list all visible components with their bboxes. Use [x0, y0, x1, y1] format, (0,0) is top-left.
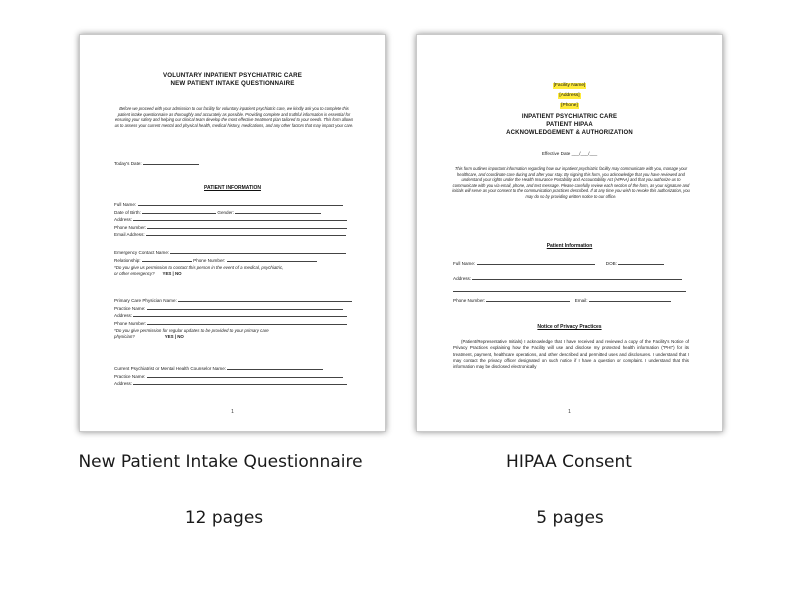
hipaa-title-line2: PATIENT HIPAA [546, 122, 593, 128]
hipaa-title-line1: INPATIENT PSYCHIATRIC CARE [521, 114, 618, 120]
address-blank [133, 217, 347, 221]
psychiatrist-label: Current Psychiatrist or Mental Health Counselor Name: [114, 366, 227, 371]
gender-label: Gender: [217, 209, 234, 215]
phone3-blank [147, 321, 347, 325]
hipaa-address-label: Address: [453, 276, 472, 281]
hipaa-fullname-dob-field [453, 261, 664, 267]
permission-q2-line2: physician? [114, 333, 135, 339]
yes-no-options-1: YES | NO [162, 270, 182, 276]
section-patient-information-hipaa: Patient Information [546, 243, 593, 249]
dob-label: Date of Birth: [114, 209, 141, 215]
pcp-name-field [114, 298, 352, 304]
full-name-field [114, 202, 343, 208]
pcp-name-label: Primary Care Physician Name: [114, 298, 177, 303]
hipaa-consent-preview[interactable] [416, 34, 723, 432]
hipaa-phone-email-field [453, 298, 671, 304]
permission-question-1 [114, 265, 283, 277]
todays-date-field [114, 161, 199, 167]
page-number: 1 [231, 409, 234, 415]
email-blank [146, 232, 346, 236]
emergency-contact-blank [170, 250, 346, 254]
dob-blank [142, 210, 216, 214]
phone2-blank [227, 258, 317, 262]
full-name-blank [138, 202, 343, 206]
hipaa-phone-blank [486, 298, 570, 302]
permission-q2-line1: *Do you give permission for regular updates to be provided to your primary care [114, 327, 269, 333]
hipaa-address-field [453, 276, 682, 282]
phone-blank [147, 225, 347, 229]
psychiatrist-field [114, 366, 323, 372]
hipaa-dob-label: DOB: [605, 261, 618, 266]
full-name-label: Full Name: [114, 202, 137, 207]
page-count-intake: 12 pages [184, 508, 264, 528]
email-field [114, 232, 346, 238]
section-privacy-practices: Notice of Privacy Practices [537, 324, 602, 330]
facility-placeholders [417, 79, 722, 109]
hipaa-phone-label: Phone Number: [453, 298, 486, 303]
practice-name2-label: Practice Name: [114, 373, 146, 379]
todays-date-label: Today's Date: [114, 161, 142, 166]
hipaa-full-name-blank [477, 261, 595, 265]
privacy-acknowledgement [453, 339, 689, 370]
todays-date-blank [143, 161, 199, 165]
permission-question-2 [114, 328, 354, 340]
hipaa-email-blank [589, 298, 671, 302]
hipaa-title-line3: ACKNOWLEDGEMENT & AUTHORIZATION [506, 130, 633, 136]
section-patient-information: PATIENT INFORMATION [204, 185, 261, 191]
dob-gender-field [114, 210, 321, 216]
relationship-phone-field [114, 258, 317, 264]
hipaa-email-label: Email: [574, 298, 588, 303]
address3-label: Address: [114, 381, 133, 386]
page-count-hipaa: 5 pages [536, 508, 604, 528]
email-label: Email Address: [114, 232, 145, 237]
doc-title-line1: VOLUNTARY INPATIENT PSYCHIATRIC CARE [162, 72, 302, 79]
product-title-intake: New Patient Intake Questionnaire [78, 452, 363, 472]
emergency-contact-label: Emergency Contact Name: [114, 250, 170, 255]
yes-no-options-2: YES | NO [164, 333, 184, 339]
permission-q1-line2: or other emergency? [114, 270, 155, 276]
permission-q1-line1: *Do you give us permission to contact this person in the event of a medical, psychiatric, [114, 264, 284, 270]
relationship-label: Relationship: [114, 257, 141, 263]
facility-name-placeholder: [Facility Name] [553, 83, 586, 88]
address-label: Address: [114, 217, 133, 222]
hipaa-address-blank [472, 276, 682, 280]
psychiatrist-blank [227, 366, 323, 370]
facility-phone-placeholder: [Phone] [561, 103, 578, 108]
permission-q2-line2-row [114, 334, 354, 340]
doc-title-line2: NEW PATIENT INTAKE QUESTIONNAIRE [170, 80, 295, 87]
pcp-name-blank [178, 298, 352, 302]
practice-name-field [114, 306, 343, 312]
phone3-label: Phone Number: [114, 320, 147, 326]
phone2-label: Phone Number: [193, 257, 226, 263]
hipaa-address-blank-line2 [453, 291, 686, 292]
gender-blank [235, 210, 321, 214]
product-title-hipaa: HIPAA Consent [506, 452, 632, 472]
intro-paragraph: Before we proceed with your admission to our facility for voluntary inpatient psychiatric care, we kindly ask you to complete this patient intake questionnaire as thoroughly and accurately as possible. Providing complete and truthful information is essential for ensuring your safety and helping our clinical team develop the most effective treatment plan tailored to your needs. This form allows us to assess your current mental and physical health, medical history, medications, and any other factors that may impact your care. [114, 106, 354, 128]
privacy-text: (Patient/Representative Initials) I acknowledge that I have received and reviewed a copy of the Facility's Notice of Privacy Practices explaining how the Facility will use and disclose my protected health information ("PHI") for its treatment, payment, healthcare operations, and other described and permitted uses and disclosures. I understand that I may contact the privacy officer designated on such notice if I have a question or complaint. I understand that this information may be disclosed electronically [453, 339, 689, 370]
phone3-field [114, 321, 347, 327]
hipaa-page-number: 1 [568, 409, 571, 415]
emergency-contact-field [114, 250, 346, 256]
address2-label: Address: [114, 313, 133, 318]
address2-field [114, 313, 347, 319]
phone-field [114, 225, 347, 231]
address2-blank [133, 313, 347, 317]
practice-name-label: Practice Name: [114, 305, 146, 311]
address3-blank [133, 381, 347, 385]
relationship-blank [142, 258, 192, 262]
address-field [114, 217, 347, 223]
permission-q1-line2-row [114, 271, 283, 277]
practice-name2-field [114, 374, 343, 380]
facility-address-placeholder: [Address] [559, 93, 580, 98]
practice-name-blank [147, 306, 343, 310]
practice-name2-blank [147, 374, 343, 378]
phone-label: Phone Number: [114, 224, 147, 230]
effective-date: Effective Date ___/___/___ [541, 151, 598, 156]
hipaa-intro-paragraph: This form outlines important information regarding how our inpatient psychiatric facility may communicate with you, manage your healthcare, and coordinate care during and after your stay. By signing this form, you acknowledge that you have reviewed and understand your rights under the Health Insurance Portability and Accountability Act (HIPAA) and that you authorize us to communicate with you via email, phone, and text message. Please carefully review each section of the form, as your signature and initials will serve as your consent to the communication practices described. If at any time you wish to revoke this authorization, you may do so by providing written notice to our office. [452, 166, 690, 199]
hipaa-full-name-label: Full Name: [453, 261, 476, 266]
intake-questionnaire-preview[interactable] [79, 34, 386, 432]
address3-field [114, 381, 347, 387]
hipaa-dob-blank [618, 261, 664, 265]
